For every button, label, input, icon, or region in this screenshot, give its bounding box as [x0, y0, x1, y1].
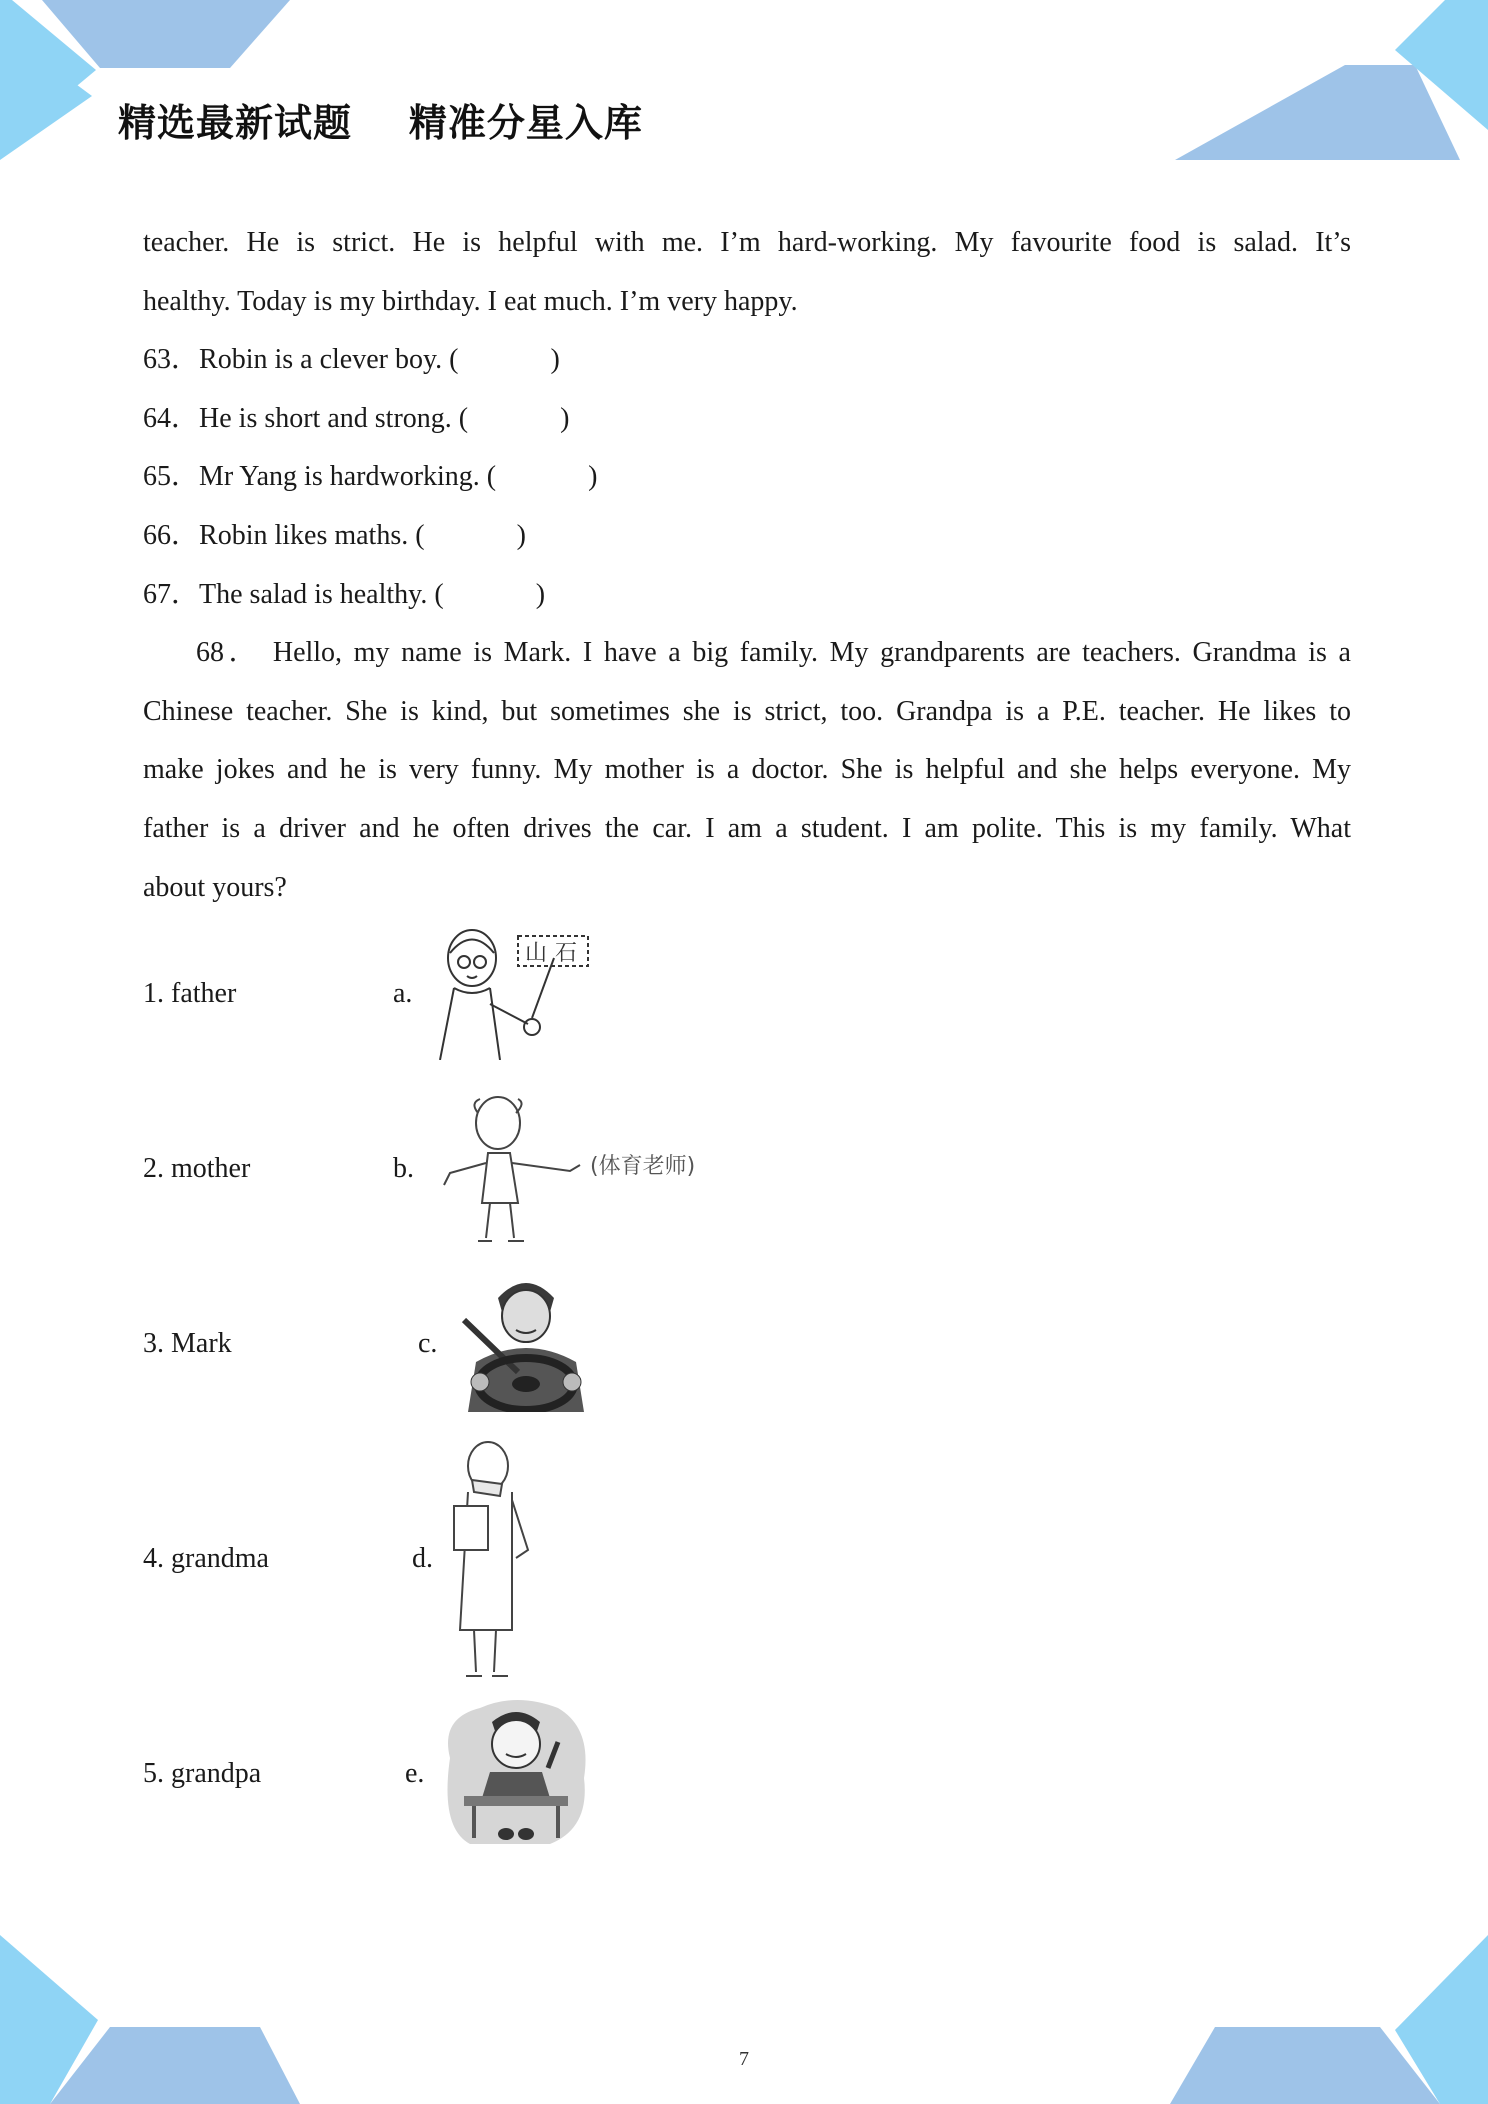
- bottom-right-decoration: [1170, 1935, 1488, 2104]
- question-text: Robin likes maths. (: [199, 519, 425, 551]
- question-close: ): [560, 402, 570, 434]
- matching-word: 2. mother: [143, 1153, 251, 1184]
- matching-letter: d.: [412, 1543, 433, 1574]
- question-64: [143, 390, 1351, 449]
- question-65: [143, 448, 1351, 507]
- question-close: ): [516, 519, 526, 551]
- passage-68-line: make jokes and he is very funny. My mother is a doctor. She is helpful and she helps everyone. My: [143, 754, 1351, 786]
- page-number: 7: [739, 2048, 749, 2070]
- matching-word: 1. father: [143, 978, 237, 1009]
- picture-a-char: 石: [555, 941, 578, 966]
- question-66: [143, 507, 1351, 566]
- picture-pe-teacher: [430, 1093, 710, 1248]
- header-title: 精选最新试题 精准分星入库: [118, 101, 643, 145]
- question-67: [143, 566, 1351, 625]
- matching-letter: b.: [393, 1153, 414, 1184]
- matching-letter: c.: [418, 1328, 438, 1359]
- question-text: He is short and strong. (: [199, 402, 469, 434]
- question-text: The salad is healthy. (: [199, 578, 444, 610]
- top-right-decoration: [1175, 0, 1488, 160]
- question-text: Mr Yang is hardworking. (: [199, 461, 497, 493]
- question-close: ): [550, 344, 560, 376]
- passage-line: teacher. He is strict. He is helpful with me. I’m hard-working. My favourite food is salad. It’s: [143, 227, 1351, 258]
- question-number: 66．: [143, 519, 200, 551]
- picture-student: [440, 1698, 592, 1848]
- question-number: 64．: [143, 402, 200, 434]
- matching-word: 5. grandpa: [143, 1758, 262, 1789]
- bottom-left-decoration: [0, 1935, 300, 2104]
- question-close: ): [588, 461, 598, 493]
- picture-driver: [458, 1272, 593, 1412]
- passage-68-line: father is a driver and he often drives the car. I am a student. I am polite. This is my family. What: [143, 812, 1351, 844]
- question-number: 65．: [143, 461, 200, 493]
- matching-word: 3. Mark: [143, 1328, 232, 1359]
- question-text: Robin is a clever boy. (: [199, 344, 459, 376]
- picture-a-char: 山: [525, 941, 548, 966]
- question-number: 67．: [143, 578, 200, 610]
- matching-word: 4. grandma: [143, 1543, 269, 1574]
- passage-68-line: 68． Hello, my name is Mark. I have a big family. My grandparents are teachers. Grandma is a: [196, 637, 1351, 669]
- matching-letter: e.: [405, 1758, 425, 1789]
- content: [143, 214, 1351, 917]
- passage-68-line: Chinese teacher. She is kind, but sometimes she is strict, too. Grandpa is a P.E. teacher. He likes to: [143, 695, 1351, 727]
- question-63: [143, 331, 1351, 390]
- picture-doctor: [450, 1440, 545, 1680]
- passage-68-line: about yours?: [143, 871, 287, 903]
- question-close: ): [535, 578, 546, 610]
- picture-chinese-teacher: [430, 928, 595, 1060]
- picture-b-caption: (体育老师): [590, 1154, 696, 1179]
- matching-letter: a.: [393, 978, 413, 1009]
- passage-line: healthy. Today is my birthday. I eat much. I’m very happy.: [143, 285, 798, 317]
- question-number: 63．: [143, 344, 200, 376]
